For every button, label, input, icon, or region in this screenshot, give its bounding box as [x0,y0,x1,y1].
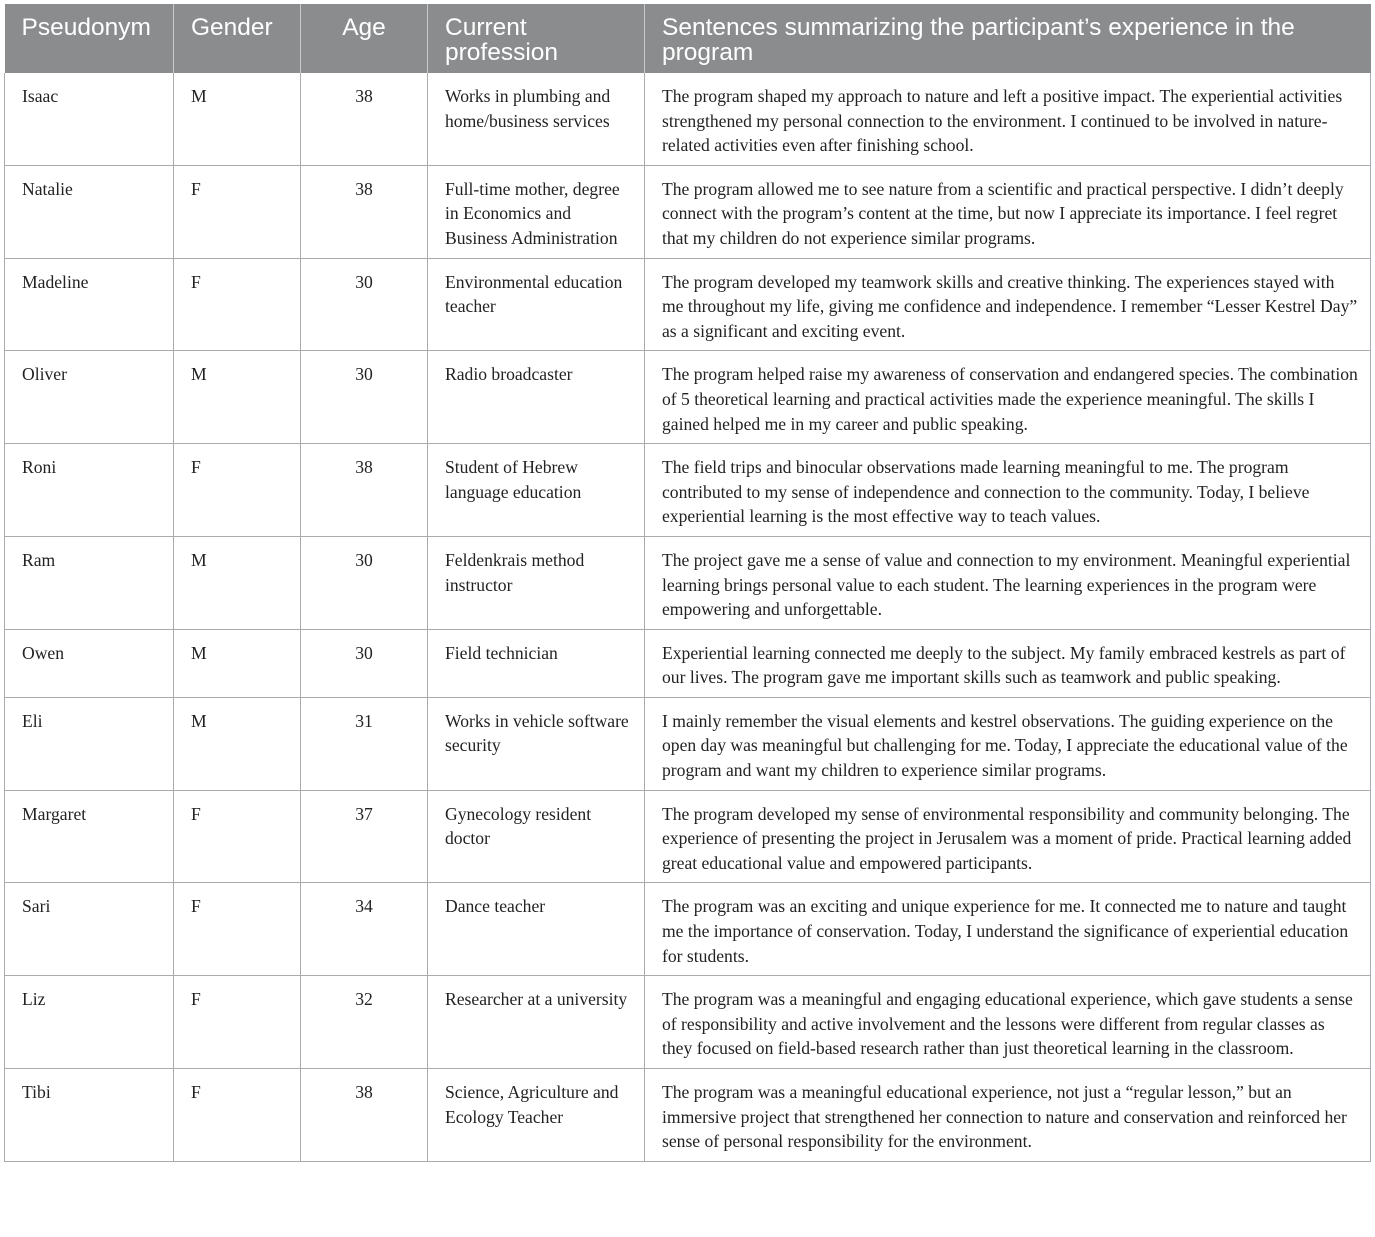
cell-summary: I mainly remember the visual elements and kestrel observations. The guiding experience on the open day was meaningful but challenging for me. Today, I appreciate the educational value of the program and want my children to experience similar programs. [645,697,1371,790]
header-pseudonym: Pseudonym [5,4,174,73]
cell-summary: The project gave me a sense of value and connection to my environment. Meaningful experiential learning brings personal value to each student. The learning experiences in the program were empowering and unforgettable. [645,536,1371,629]
cell-summary: The program helped raise my awareness of conservation and endangered species. The combination of 5 theoretical learning and practical activities made the experience meaningful. The skills I gained helped me in my career and public speaking. [645,351,1371,444]
cell-pseudonym: Sari [5,883,174,976]
cell-pseudonym: Liz [5,976,174,1069]
cell-age: 31 [301,697,428,790]
table-row [5,1069,1371,1162]
cell-pseudonym: Oliver [5,351,174,444]
cell-pseudonym: Ram [5,536,174,629]
cell-pseudonym: Margaret [5,790,174,883]
table-row [5,697,1371,790]
cell-age: 30 [301,629,428,697]
table-row [5,629,1371,697]
cell-profession: Environmental education teacher [428,258,645,351]
cell-pseudonym: Tibi [5,1069,174,1162]
cell-summary: The program was a meaningful educational experience, not just a “regular lesson,” but an immersive project that strengthened her connection to nature and conservation and reinforced her sense of personal responsibility for the environment. [645,1069,1371,1162]
cell-gender: F [174,444,301,537]
cell-summary: The program developed my teamwork skills and creative thinking. The experiences stayed with me throughout my life, giving me confidence and independence. I remember “Lesser Kestrel Day” as a significant and exciting event. [645,258,1371,351]
cell-summary: The program developed my sense of environmental responsibility and community belonging. The experience of presenting the project in Jerusalem was a moment of pride. Practical learning added great educational value and empowered participants. [645,790,1371,883]
header-gender: Gender [174,4,301,73]
cell-summary: The field trips and binocular observations made learning meaningful to me. The program contributed to my sense of independence and connection to the community. Today, I believe experiential learning is the most effective way to teach values. [645,444,1371,537]
cell-profession: Full-time mother, degree in Economics and Business Administration [428,165,645,258]
cell-gender: F [174,165,301,258]
cell-gender: F [174,790,301,883]
cell-gender: F [174,1069,301,1162]
cell-age: 32 [301,976,428,1069]
cell-profession: Feldenkrais method instructor [428,536,645,629]
cell-summary: The program shaped my approach to nature and left a positive impact. The experiential activities strengthened my personal connection to the environment. I continued to be involved in nature-related activities even after finishing school. [645,73,1371,165]
cell-age: 38 [301,1069,428,1162]
cell-age: 37 [301,790,428,883]
cell-gender: M [174,351,301,444]
cell-age: 38 [301,73,428,165]
participants-table-container [4,4,1370,1162]
cell-profession: Works in plumbing and home/business services [428,73,645,165]
table-row [5,444,1371,537]
cell-gender: M [174,697,301,790]
table-row [5,165,1371,258]
cell-profession: Science, Agriculture and Ecology Teacher [428,1069,645,1162]
cell-gender: M [174,629,301,697]
participants-table [4,4,1371,1162]
table-row [5,351,1371,444]
table-row [5,790,1371,883]
cell-gender: F [174,258,301,351]
cell-gender: F [174,883,301,976]
cell-summary: The program was an exciting and unique experience for me. It connected me to nature and taught me the importance of conservation. Today, I understand the significance of experiential education for students. [645,883,1371,976]
cell-age: 38 [301,444,428,537]
table-row [5,883,1371,976]
cell-age: 30 [301,351,428,444]
cell-gender: M [174,536,301,629]
cell-profession: Student of Hebrew language education [428,444,645,537]
header-summary: Sentences summarizing the participant’s experience in the program [645,4,1371,73]
cell-profession: Researcher at a university [428,976,645,1069]
cell-pseudonym: Natalie [5,165,174,258]
cell-age: 30 [301,258,428,351]
cell-summary: The program was a meaningful and engaging educational experience, which gave students a sense of responsibility and active involvement and the lessons were different from regular classes as they focused on field-based research rather than just theoretical learning in the classroom. [645,976,1371,1069]
table-row [5,536,1371,629]
cell-pseudonym: Owen [5,629,174,697]
cell-summary: Experiential learning connected me deeply to the subject. My family embraced kestrels as part of our lives. The program gave me important skills such as teamwork and public speaking. [645,629,1371,697]
header-profession: Current profession [428,4,645,73]
table-row [5,976,1371,1069]
cell-profession: Works in vehicle software security [428,697,645,790]
table-body [5,73,1371,1161]
header-row [5,4,1371,73]
cell-age: 38 [301,165,428,258]
cell-pseudonym: Isaac [5,73,174,165]
cell-gender: M [174,73,301,165]
cell-pseudonym: Roni [5,444,174,537]
cell-pseudonym: Madeline [5,258,174,351]
cell-gender: F [174,976,301,1069]
table-row [5,73,1371,165]
table-header [5,4,1371,73]
cell-pseudonym: Eli [5,697,174,790]
cell-profession: Dance teacher [428,883,645,976]
table-row [5,258,1371,351]
cell-age: 34 [301,883,428,976]
cell-age: 30 [301,536,428,629]
header-age: Age [301,4,428,73]
cell-profession: Field technician [428,629,645,697]
cell-profession: Gynecology resident doctor [428,790,645,883]
cell-profession: Radio broadcaster [428,351,645,444]
cell-summary: The program allowed me to see nature from a scientific and practical perspective. I didn’t deeply connect with the program’s content at the time, but now I appreciate its importance. I feel regret that my children do not experience similar programs. [645,165,1371,258]
